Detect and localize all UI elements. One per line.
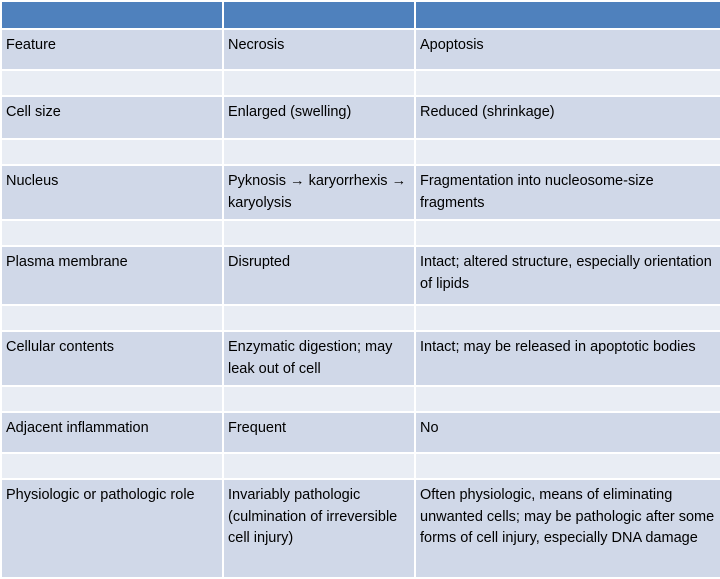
- table-row: [1, 479, 720, 578]
- spacer-cell: [415, 70, 720, 96]
- spacer-row: [1, 305, 720, 331]
- feature-cell: Nucleus: [1, 165, 223, 220]
- spacer-row: [1, 70, 720, 96]
- spacer-cell: [223, 305, 415, 331]
- table-row: [1, 412, 720, 453]
- apoptosis-cell: Intact; altered structure, especially orientation of lipids: [415, 246, 720, 305]
- spacer-cell: [1, 70, 223, 96]
- necrosis-cell: Frequent: [223, 412, 415, 453]
- necrosis-cell: Enlarged (swelling): [223, 96, 415, 139]
- apoptosis-header: Apoptosis: [415, 29, 720, 70]
- spacer-cell: [1, 220, 223, 246]
- necrosis-cell: Disrupted: [223, 246, 415, 305]
- table-row: [1, 96, 720, 139]
- feature-cell: Cellular contents: [1, 331, 223, 386]
- apoptosis-cell: Often physiologic, means of eliminating unwanted cells; may be pathologic after some forms of cell injury, especially DNA damage: [415, 479, 720, 578]
- spacer-cell: [415, 139, 720, 165]
- spacer-row: [1, 453, 720, 479]
- spacer-cell: [415, 220, 720, 246]
- top-band-cell: [223, 1, 415, 29]
- feature-cell: Cell size: [1, 96, 223, 139]
- spacer-cell: [415, 453, 720, 479]
- top-band-cell: [1, 1, 223, 29]
- spacer-cell: [415, 305, 720, 331]
- spacer-cell: [415, 386, 720, 412]
- spacer-row: [1, 220, 720, 246]
- top-band-cell: [415, 1, 720, 29]
- spacer-cell: [223, 220, 415, 246]
- necrosis-header: Necrosis: [223, 29, 415, 70]
- apoptosis-cell: Intact; may be released in apoptotic bodies: [415, 331, 720, 386]
- feature-cell: Plasma membrane: [1, 246, 223, 305]
- spacer-cell: [1, 386, 223, 412]
- necrosis-cell: Pyknosis → karyorrhexis → karyolysis: [223, 165, 415, 220]
- spacer-cell: [223, 70, 415, 96]
- spacer-cell: [1, 139, 223, 165]
- necrosis-cell: Enzymatic digestion; may leak out of cell: [223, 331, 415, 386]
- table-row: [1, 165, 720, 220]
- spacer-cell: [1, 453, 223, 479]
- feature-cell: Adjacent inflammation: [1, 412, 223, 453]
- apoptosis-cell: Fragmentation into nucleosome-size fragments: [415, 165, 720, 220]
- spacer-cell: [1, 305, 223, 331]
- table-header-row: [1, 29, 720, 70]
- apoptosis-cell: Reduced (shrinkage): [415, 96, 720, 139]
- spacer-row: [1, 139, 720, 165]
- table-row: [1, 246, 720, 305]
- feature-cell: Physiologic or pathologic role: [1, 479, 223, 578]
- spacer-cell: [223, 139, 415, 165]
- apoptosis-cell: No: [415, 412, 720, 453]
- feature-header: Feature: [1, 29, 223, 70]
- necrosis-cell: Invariably pathologic (culmination of irreversible cell injury): [223, 479, 415, 578]
- spacer-cell: [223, 453, 415, 479]
- spacer-row: [1, 386, 720, 412]
- table-top-band: [1, 1, 720, 29]
- spacer-cell: [223, 386, 415, 412]
- table-row: [1, 331, 720, 386]
